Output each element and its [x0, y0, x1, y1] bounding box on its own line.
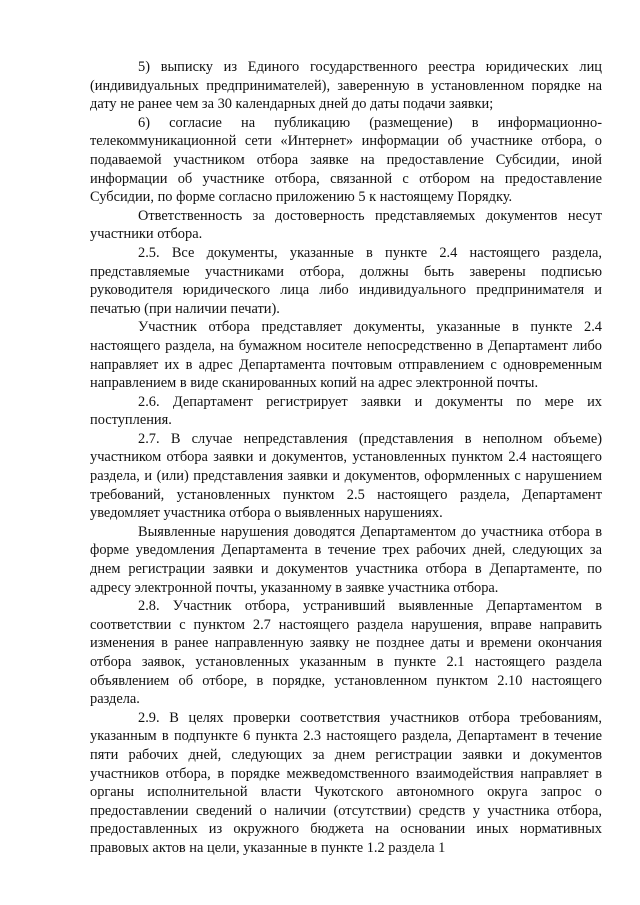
paragraph-extract-registry: 5) выписку из Единого государственного реестра юридических лиц (индивидуальных предпринимателей), заверенную в установленном порядке на дату не ранее чем за 30 календарных дней до даты подачи заявки; [90, 59, 602, 113]
paragraph-responsibility: Ответственность за достоверность представляемых документов несут участники отбора. [90, 207, 602, 243]
document-page [90, 58, 602, 858]
paragraph-violation-notice: Выявленные нарушения доводятся Департаментом до участника отбора в форме уведомления Департамента в течение трех рабочих дней, следующих за днем регистрации заявки и документов участника отбора в Департаменте, по адресу электронной почты, указанному в заявке участника отбора. [90, 523, 602, 596]
paragraph-2-8: 2.8. Участник отбора, устранивший выявленные Департаментом в соответствии с пунктом 2.7 настоящего раздела нарушения, вправе направить изменения в ранее направленную заявку не позднее даты и времени окончания отбора заявок, установленных указанным в пункте 2.1 настоящего раздела объявлением об отборе, в порядке, установленном пунктом 2.10 настоящего раздела. [90, 598, 602, 708]
paragraph-2-6: 2.6. Департамент регистрирует заявки и документы по мере их поступления. [90, 393, 602, 429]
paragraph-consent-publication: 6) согласие на публикацию (размещение) в информационно-телекоммуникационной сети «Интернет» информации об участнике отбора, о подаваемой участником отбора заявке на предоставление Субсидии, иной информации об участнике отбора, связанной с отбором на предоставление Субсидии, по форме согласно приложению 5 к настоящему Порядку. [90, 114, 602, 206]
paragraph-2-9: 2.9. В целях проверки соответствия участников отбора требованиям, указанным в подпункте 6 пункта 2.3 настоящего раздела, Департамент в течение пяти рабочих дней, следующих за днем регистрации заявки и документов участников отбора, в порядке межведомственного взаимодействия направляет в органы исполнительной власти Чукотского автономного округа запрос о предоставлении сведений о наличии (отсутствии) средств у участника отбора, предоставленных из окружного бюджета на основании иных нормативных правовых актов на цели, указанные в пункте 1.2 раздела 1 [90, 709, 602, 856]
paragraph-2-7: 2.7. В случае непредставления (представления в неполном объеме) участником отбора заявки и документов, установленных пунктом 2.4 настоящего раздела, и (или) представления заявки и документов, оформленных с нарушением требований, установленных пунктом 2.5 настоящего раздела, Департамент уведомляет участника отбора о выявленных нарушениях. [90, 430, 602, 522]
paragraph-2-5: 2.5. Все документы, указанные в пункте 2.4 настоящего раздела, представляемые участниками отбора, должны быть заверены подписью руководителя юридического лица либо индивидуального предпринимателя и печатью (при наличии печати). [90, 244, 602, 317]
paragraph-submission-method: Участник отбора представляет документы, указанные в пункте 2.4 настоящего раздела, на бумажном носителе непосредственно в Департамент либо направляет их в адрес Департамента почтовым отправлением с одновременным направлением в виде сканированных копий на адрес электронной почты. [90, 319, 602, 392]
